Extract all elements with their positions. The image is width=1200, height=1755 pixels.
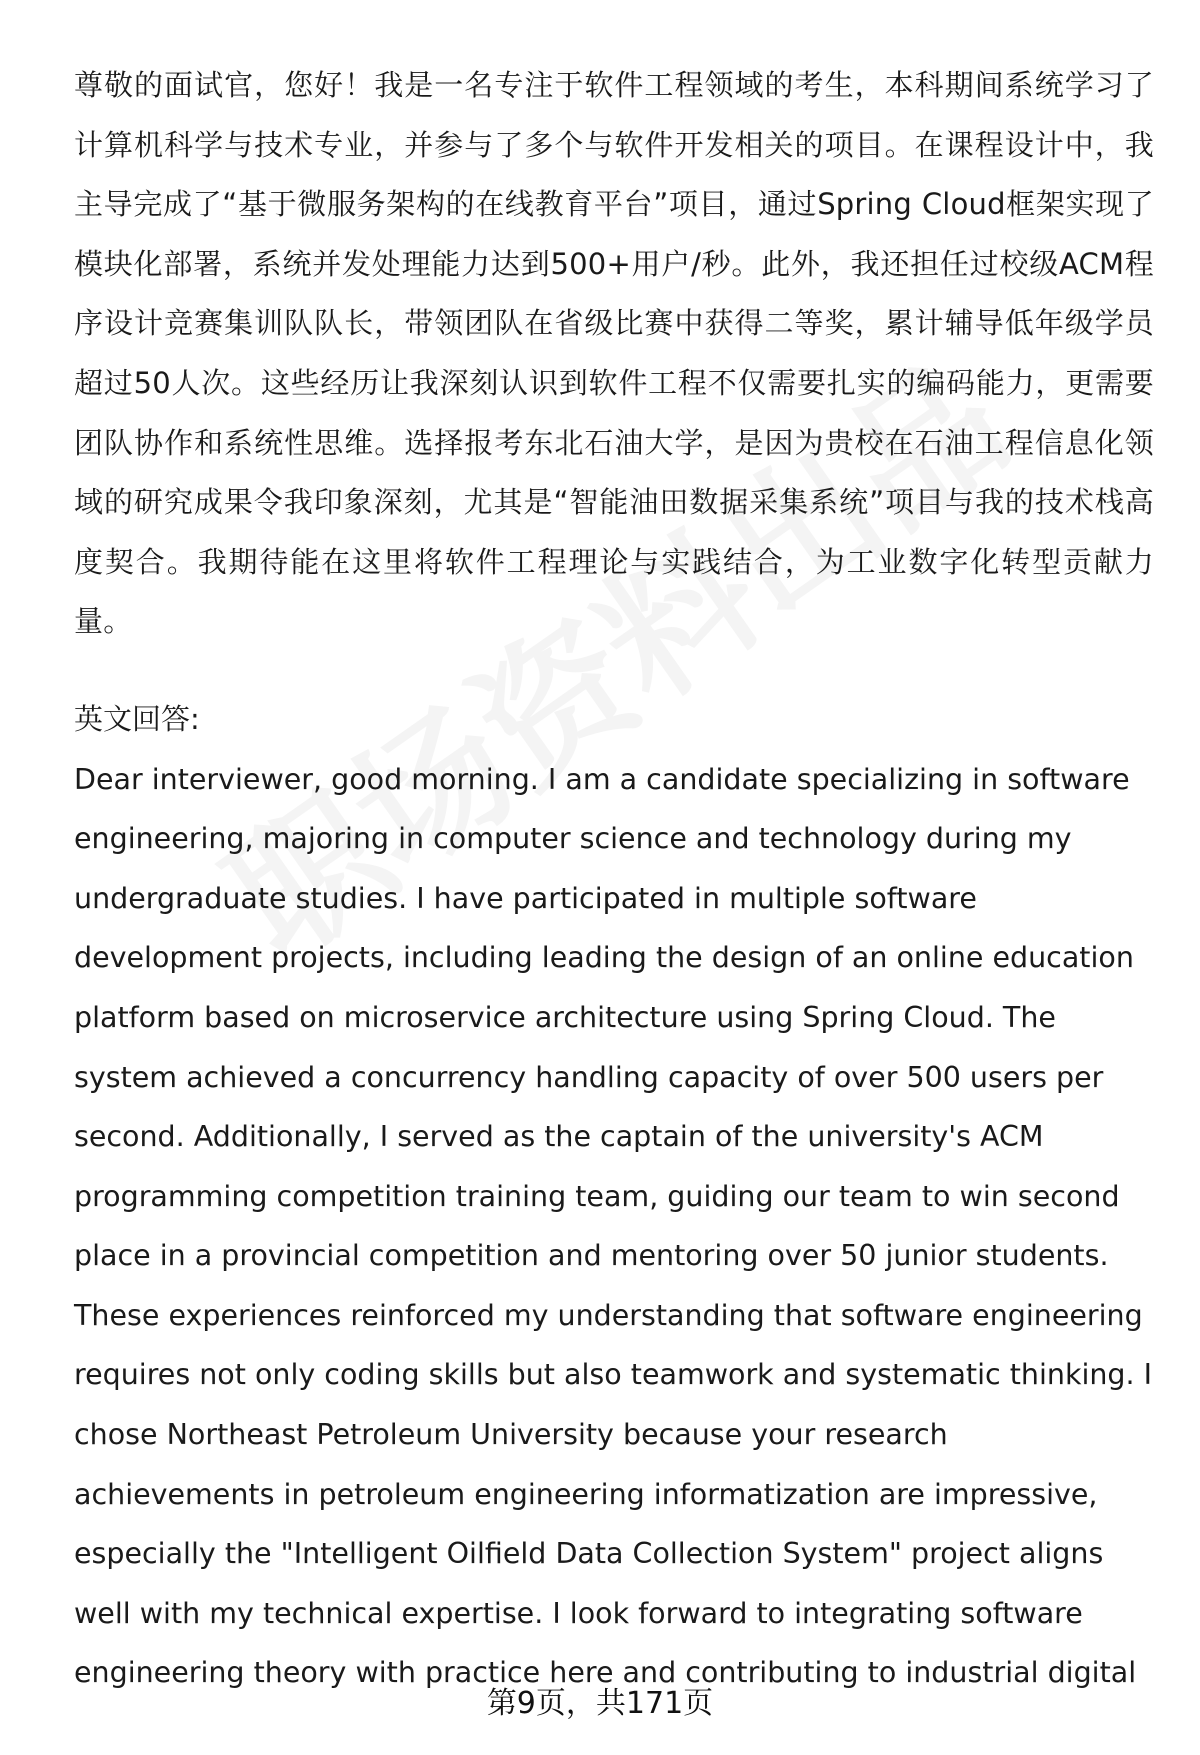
english-answer-paragraph: Dear interviewer, good morning. I am a candidate specializing in software engineering, majoring in computer science and technology during my undergraduate studies. I have participated in multiple software development projects, including leading the design of an online education platform based on microservice architecture using Spring Cloud. The system achieved a concurrency handling capacity of over 500 users per second. Additionally, I served as the captain of the university's ACM programming competition training team, guiding our team to win second place in a provincial competition and mentoring over 50 junior students. These experiences reinforced my understanding that software engineering requires not only coding skills but also teamwork and systematic thinking. I chose Northeast Petroleum University because your research achievements in petroleum engineering informatization are impressive, especially the "Intelligent Oilfield Data Collection System" project aligns well with my technical expertise. I look forward to integrating software engineering theory with practice here and contributing to industrial digital <box>74 762 1153 1690</box>
page-number-footer: 第9页，共171页 <box>486 1686 714 1721</box>
document-body <box>74 56 1154 1703</box>
english-answer-label: 英文回答: <box>74 701 200 736</box>
chinese-answer-paragraph: 尊敬的面试官，您好！我是一名专注于软件工程领域的考生，本科期间系统学习了计算机科学与技术专业，并参与了多个与软件开发相关的项目。在课程设计中，我主导完成了“基于微服务架构的在线教育平台”项目，通过Spring Cloud框架实现了模块化部署，系统并发处理能力达到500+用户/秒。此外，我还担任过校级ACM程序设计竞赛集训队队长，带领团队在省级比赛中获得二等奖，累计辅导低年级学员超过50人次。这些经历让我深刻认识到软件工程不仅需要扎实的编码能力，更需要团队协作和系统性思维。选择报考东北石油大学，是因为贵校在石油工程信息化领域的研究成果令我印象深刻，尤其是“智能油田数据采集系统”项目与我的技术栈高度契合。我期待能在这里将软件工程理论与实践结合，为工业数字化转型贡献力量。 <box>74 68 1154 639</box>
